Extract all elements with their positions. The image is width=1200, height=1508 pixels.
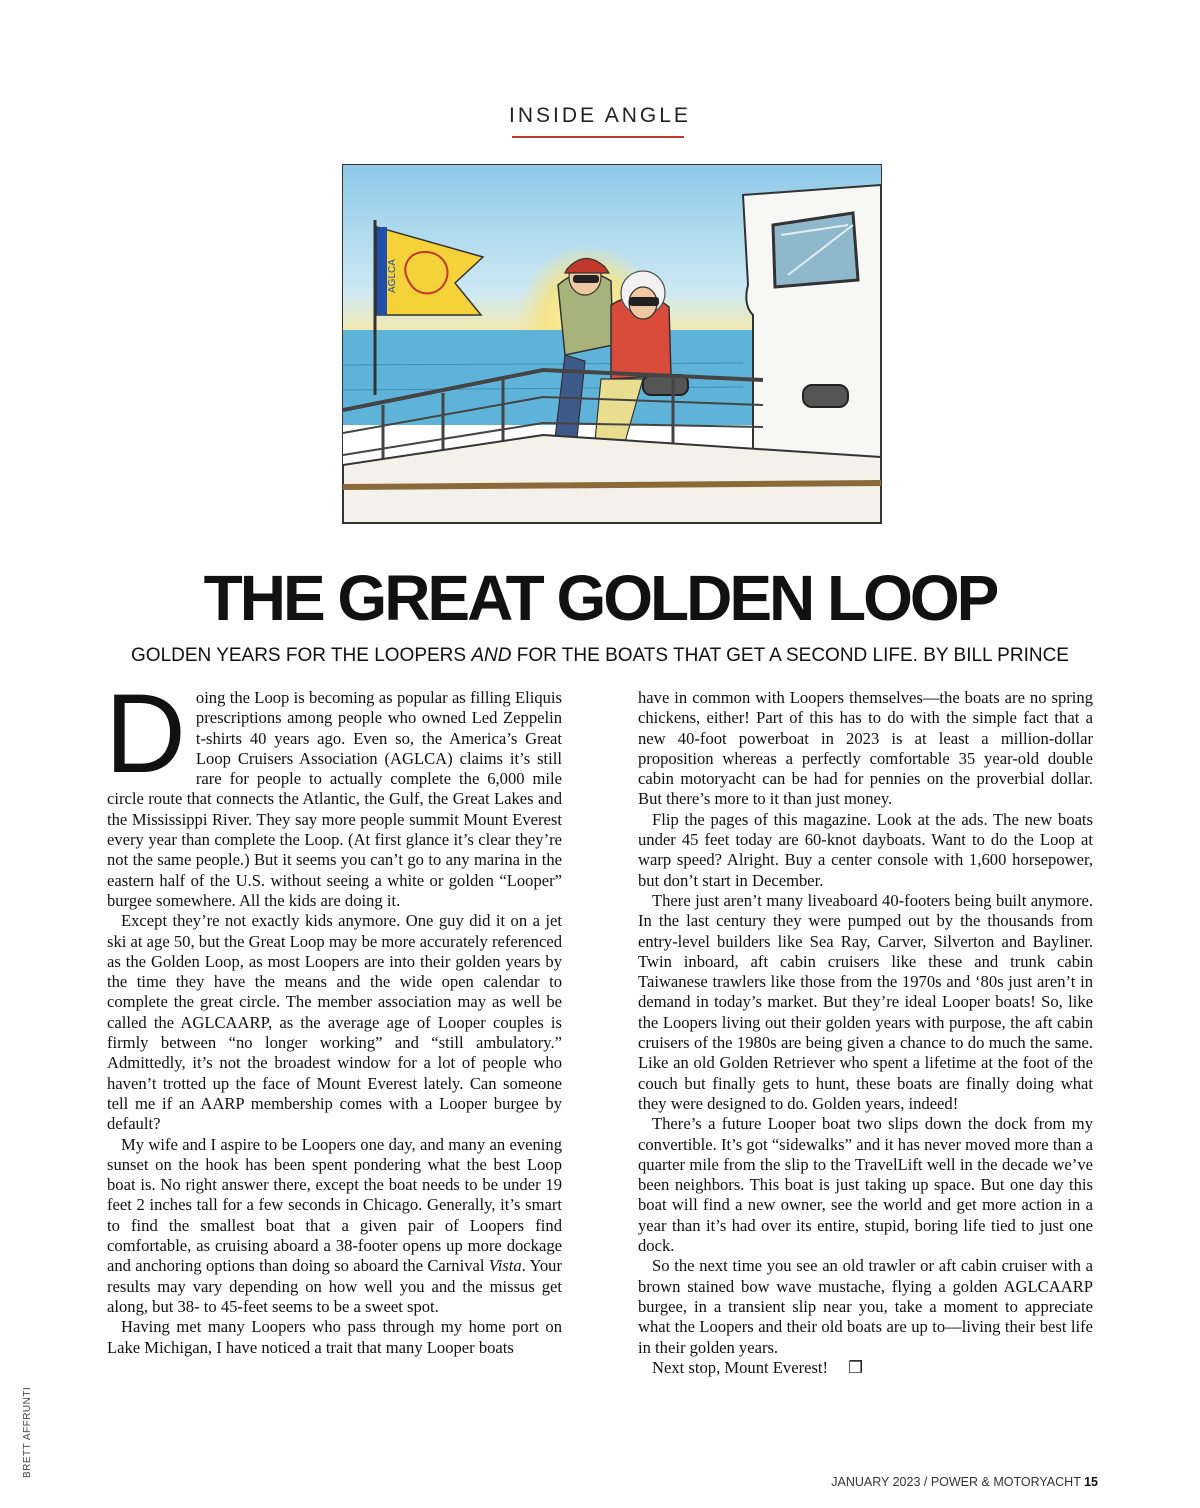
paragraph-3-text-b: . Your results may vary depending on how well you and the missus get along, but 38- to 45-feet seems to be a sweet spot. <box>107 1256 562 1316</box>
paragraph-3-text-a: My wife and I aspire to be Loopers one day, and many an evening sunset on the hook has been spent pondering what the best Loop boat is. No right answer there, except the boat needs to be under 19 feet 2 inches tall for a few seconds in Chicago. Generally, it’s smart to find the smallest boat that a given pair of Loopers find comfortable, as cruising aboard a 38-footer opens up more dockage and anchoring options than doing so aboard the Carnival <box>107 1134 562 1276</box>
section-label: INSIDE ANGLE <box>509 104 691 127</box>
deck-emphasis: AND <box>471 645 512 666</box>
article-column-left <box>105 671 562 1358</box>
paragraph-9 <box>638 1358 1093 1378</box>
deck <box>0 645 1200 667</box>
paragraph-5: Flip the pages of this magazine. Look at the ads. The new boats under 45 feet today are 60-knot dayboats. Want to do the Loop at warp speed? Alright. Buy a center console with 1,600 horsepower, but don’t start in December. <box>638 809 1093 890</box>
article-column-right <box>638 688 1093 1378</box>
end-mark-icon: ❒ <box>848 1357 863 1377</box>
photo-credit: BRETT AFFRUNTI <box>22 1386 33 1478</box>
headline: THE GREAT GOLDEN LOOP <box>203 562 997 634</box>
paragraph-9-text: Next stop, Mount Everest! <box>652 1357 829 1377</box>
paragraph-1-text: oing the Loop is becoming as popular as filling Eliquis prescriptions among people who owned Led Zeppelin t-shirts 40 years ago. Even so, the America’s Great Loop Cruisers Association (AGLCA) claims it’s still rare for people to actually complete the 6,000 mile circle route that connects the Atlantic, the Gulf, the Great Lakes and the Mississippi River. They say more people summit Mount Everest every year than complete the Loop. (At first glance it’s clear they’re not the same people.) But it seems you can’t go to any marina in the eastern half of the U.S. without seeing a white or golden “Looper” burgee somewhere. All the kids are doing it. <box>107 688 562 910</box>
hull-stripe <box>343 483 881 487</box>
paragraph-4-continued: have in common with Loopers themselves—the boats are no spring chickens, either! Part of this has to do with the simple fact that a new 40-foot powerboat in 2023 is at least a million-dollar proposition whereas a perfectly comfortable 35 year-old double cabin motoryacht can be had for pennies on the proverbial dollar. But there’s more to it than just money. <box>638 688 1093 809</box>
section-rule <box>512 136 684 138</box>
drop-cap: D <box>105 671 186 796</box>
flag-text: AGLCA <box>387 259 398 293</box>
paragraph-1 <box>105 671 562 911</box>
paragraph-3-italic: Vista <box>488 1256 522 1276</box>
deck-part1: GOLDEN YEARS FOR THE LOOPERS <box>131 645 472 666</box>
boat-illustration <box>343 165 881 523</box>
folio <box>831 1475 1098 1489</box>
paragraph-3 <box>107 1135 562 1318</box>
illustration <box>342 164 882 524</box>
paragraph-7: There’s a future Looper boat two slips down the dock from my convertible. It’s got “sidewalks” and it has never moved more than a quarter mile from the slip to the TravelLift well in the decade we’ve been neighbors. This boat is just taking up space. But one day this boat will find a new owner, see the world and get more action in a year than it’s had over its entire, stupid, boring life tied to just one dock. <box>638 1114 1093 1256</box>
page-number: 15 <box>1084 1475 1098 1489</box>
folio-text: JANUARY 2023 / POWER & MOTORYACHT <box>831 1475 1085 1489</box>
paragraph-2: Except they’re not exactly kids anymore. One guy did it on a jet ski at age 50, but the Great Loop may be more accurately referenced as the Golden Loop, as most Loopers are into their golden years by the time they have the means and the wide open calendar to complete the great circle. The member association may as well be called the AGLCAARP, as the average age of Looper couples is firmly between “no longer working” and “still ambulatory.” Admittedly, it’s not the broadest window for a lot of people who haven’t trotted up the face of Mount Everest lately. Can someone tell me if an AARP membership comes with a Looper burgee by default? <box>107 911 562 1134</box>
paragraph-6: There just aren’t many liveaboard 40-footers being built anymore. In the last century they were pumped out by the thousands from entry-level builders like Sea Ray, Carver, Silverton and Bayliner. Twin inboard, aft cabin cruisers like these and trunk cabin Taiwanese trawlers like those from the 1970s and ‘80s just aren’t in demand in today’s market. But they’re ideal Looper boats! So, like the Loopers living out their golden years with purpose, the aft cabin cruisers of the 1980s are being given a chance to do much the same. Like an old Golden Retriever who spent a lifetime at the foot of the couch but finally gets to hunt, these boats are finally doing what they were designed to do. Golden years, indeed! <box>638 890 1093 1113</box>
paragraph-8: So the next time you see an old trawler or aft cabin cruiser with a brown stained bow wave mustache, flying a golden AGLCAARP burgee, in a transient slip near you, take a moment to appreciate what the Loopers and their old boats are up to—living their best life in their golden years. <box>638 1256 1093 1357</box>
paragraph-4: Having met many Loopers who pass through my home port on Lake Michigan, I have noticed a trait that many Looper boats <box>107 1317 562 1357</box>
couple <box>553 258 671 463</box>
deck-part2: FOR THE BOATS THAT GET A SECOND LIFE. BY BILL PRINCE <box>511 645 1069 666</box>
